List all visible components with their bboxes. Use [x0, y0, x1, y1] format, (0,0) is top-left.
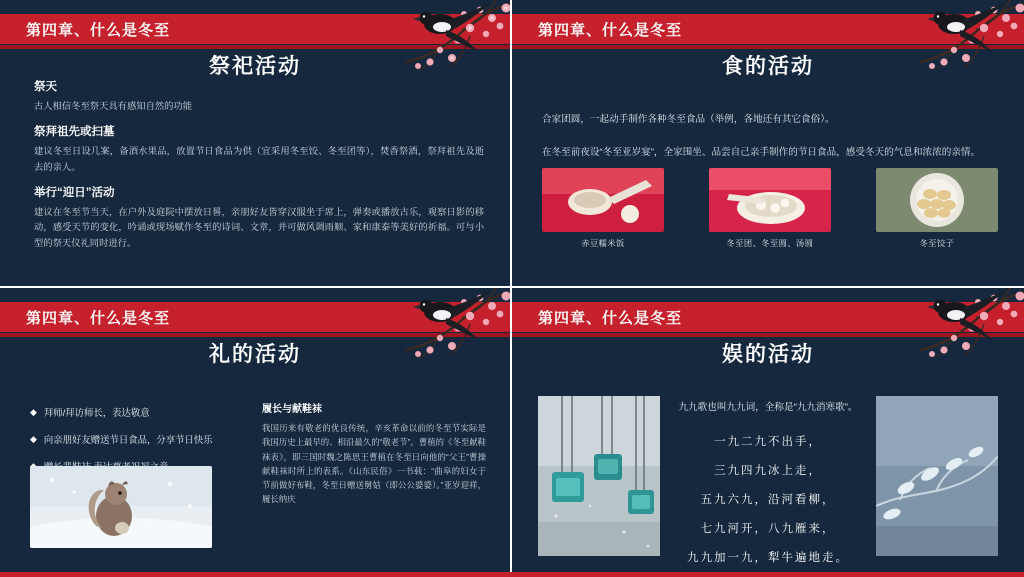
song-line: 七九河开，八九雁来， [700, 523, 836, 536]
slide-4[interactable] [512, 288, 1024, 577]
food-item[interactable] [876, 168, 998, 249]
food-caption: 赤豆糯米饭 [581, 238, 625, 248]
diamond-bullet-icon: ◆ [30, 434, 37, 445]
bottom-slide-strip [0, 572, 1024, 577]
song-line: 三九四九冰上走， [714, 465, 822, 478]
slide-2-banner [512, 14, 1024, 44]
squirrel-snow-photo [30, 466, 212, 548]
slide-3[interactable] [0, 288, 512, 577]
list-item [30, 433, 245, 447]
slide-1-body [34, 78, 484, 253]
slide-2-banner-title: 第四章、什么是冬至 [538, 21, 683, 39]
slide-2[interactable] [512, 0, 1024, 288]
slide-1-paragraph-2: 建议冬至日设几案，备酒水果品，放置节日食品为供（宜采用冬至饺、冬至团等），焚香祭酒，祭拜祖先及逝去的亲人。 [34, 146, 484, 172]
frost-branch-photo [876, 396, 998, 556]
slide-4-song-block [672, 400, 864, 577]
slide-1-subtitle-3: 举行“迎日”活动 [34, 186, 115, 199]
slide-3-banner-title: 第四章、什么是冬至 [26, 309, 171, 327]
slide-4-heading: 娱的活动 [722, 343, 814, 366]
food-photo-dumplings [876, 168, 998, 232]
slide-1[interactable] [0, 0, 512, 288]
food-photo-red-bean-rice [542, 168, 664, 232]
winter-swing-photo [538, 396, 660, 556]
food-caption: 冬至饺子 [919, 238, 955, 248]
diamond-bullet-icon: ◆ [30, 407, 37, 417]
list-item [30, 406, 245, 420]
list-item-label: 拜师/拜访师长，表达敬意 [43, 407, 150, 418]
food-item[interactable] [709, 168, 831, 249]
slide-3-side-title: 履长与献鞋袜 [262, 404, 322, 415]
slide-1-subtitle-1: 祭天 [34, 81, 57, 93]
slide-2-body [542, 112, 998, 249]
food-photo-tangyuan [709, 168, 831, 232]
song-line: 九九加一九，犁牛遍地走。 [687, 552, 849, 565]
slide-3-side-article [262, 400, 486, 507]
food-item[interactable] [542, 168, 664, 249]
slide-1-subtitle-2: 祭拜祖先或扫墓 [34, 126, 115, 139]
slide-2-paragraph-1: 合家团圆，一起动手制作各种冬至食品（举例，各地还有其它食俗）。 [542, 114, 835, 125]
slide-1-paragraph-1: 古人相信冬至祭天具有感知自然的功能 [34, 101, 193, 111]
slide-3-banner [0, 302, 510, 332]
strip-slide-5-preview[interactable] [0, 572, 512, 577]
slide-4-lead-text: 九九歌也叫九九词，全称是“九九消寒歌”。 [678, 402, 858, 413]
slide-1-banner [0, 14, 510, 44]
song-line: 一九二九不出手， [714, 436, 822, 449]
slide-4-banner-title: 第四章、什么是冬至 [538, 309, 683, 327]
list-item-label: 向亲朋好友赠送节日食品，分享节日快乐 [43, 434, 213, 446]
slide-3-side-text: 我国历来有敬老的优良传统，辛亥革命以前的冬至节实际是我国历史上最早的、相沿最久的“敬老节”。曹植的《冬至献鞋袜表》，即三国时魏之陈思王曹植在冬至日向他的“父王”曹操献鞋袜时所上的表系。《山东民俗》一书载：“曲阜的妇女于节前做好布鞋，冬至日赠送舅姑（即公公婆婆）。”亚岁迎祥，履长纳庆 [262, 423, 486, 505]
slide-3-heading: 礼的活动 [209, 343, 301, 366]
slide-1-banner-title: 第四章、什么是冬至 [26, 21, 171, 39]
food-caption: 冬至团、冬至圆、汤圆 [726, 238, 814, 248]
song-line: 五九六九，沿河看柳， [700, 494, 836, 507]
slide-2-food-gallery [542, 168, 998, 249]
slide-4-banner [512, 302, 1024, 332]
slide-2-heading: 食的活动 [722, 55, 814, 78]
slide-1-paragraph-3: 建议在冬至节当天，在户外及庭院中摆放日晷，亲朋好友皆穿汉服坐于席上，弹奏或播放古乐，观察日影的移动，感受天节的变化，吟诵或现场赋作冬至的诗词、文章，并可做风调雨顺、家和康泰等美好的祈福。可与小型的祭天仪礼同时进行。 [34, 206, 484, 248]
slide-1-heading: 祭祀活动 [209, 55, 301, 78]
slide-2-paragraph-2: 在冬至前夜设“冬至亚岁宴”，全家围坐、品尝自己亲手制作的节日食品，感受冬天的气息和浓浓的亲情。 [542, 146, 981, 158]
